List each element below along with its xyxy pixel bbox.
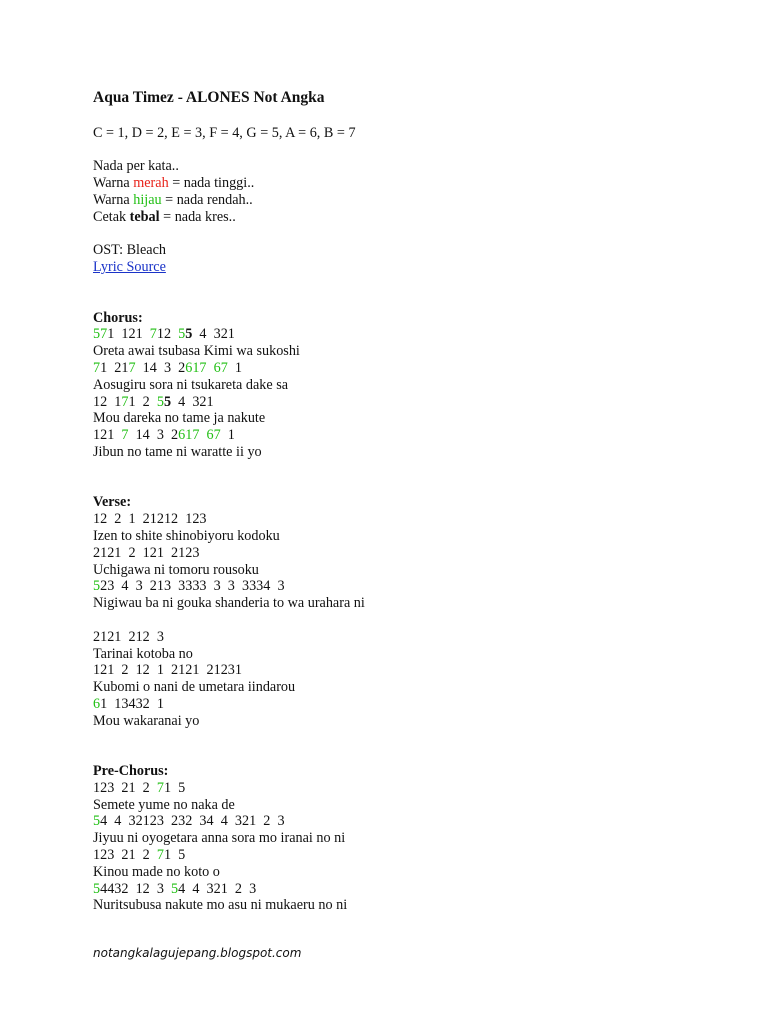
low-note: 67 <box>213 359 228 376</box>
legend-text: Cetak <box>93 208 130 225</box>
sharp-note: 5 <box>163 393 172 410</box>
legend-line-low <box>93 192 713 209</box>
text-segment: 1 2 <box>128 393 157 410</box>
low-note: 57 <box>93 326 108 343</box>
lyric-line <box>93 662 713 679</box>
notation-line <box>93 427 713 444</box>
text-segment: Nuritsubusa nakute mo asu ni mukaeru no ni <box>93 897 348 914</box>
text-segment: 4 321 <box>171 393 214 410</box>
legend-line-sharp <box>93 209 713 226</box>
text-segment: 4 321 <box>192 326 235 343</box>
text-segment: Mou wakaranai yo <box>93 712 200 729</box>
text-segment: Aosugiru sora ni tsukareta dake sa <box>93 376 289 393</box>
spacer <box>93 461 713 478</box>
text-segment: 123 21 2 <box>93 779 157 796</box>
lyric-line <box>93 646 713 663</box>
low-note: 67 <box>206 427 221 444</box>
notation-line <box>93 578 713 595</box>
legend-text: Warna <box>93 191 134 208</box>
text-segment: Semete yume no naka de <box>93 796 235 813</box>
low-note: 5 <box>178 326 186 343</box>
low-note: 7 <box>93 359 101 376</box>
text-segment: 12 1 <box>93 393 122 410</box>
low-note: 5 <box>171 880 179 897</box>
text-segment: Izen to shite shinobiyoru kodoku <box>93 527 280 544</box>
legend-text: = nada tinggi.. <box>168 175 255 192</box>
section-heading: Pre-Chorus: <box>93 763 169 780</box>
legend-word-green: hijau <box>133 191 162 208</box>
notation-line <box>93 511 713 528</box>
text-segment: 121 2 12 1 2121 21231 <box>93 662 242 679</box>
legend-text: = nada kres.. <box>159 208 236 225</box>
notation-line <box>93 326 713 343</box>
spacer <box>93 729 713 746</box>
legend-text: = nada rendah.. <box>161 191 253 208</box>
sharp-note: 5 <box>185 326 193 343</box>
low-note: 7 <box>156 779 164 796</box>
lyric-source-link[interactable]: Lyric Source <box>93 259 166 276</box>
notation-line <box>93 360 713 377</box>
text-segment: Jibun no tame ni waratte ii yo <box>93 443 262 460</box>
lyric-line <box>93 410 713 427</box>
low-note: 7 <box>156 847 164 864</box>
spacer <box>93 108 713 125</box>
low-note: 5 <box>93 578 101 595</box>
text-segment: 1 121 <box>107 326 150 343</box>
lyric-source-row <box>93 259 713 276</box>
lyric-line <box>93 444 713 461</box>
text-segment: Tarinai kotoba no <box>93 645 193 662</box>
low-note: 5 <box>156 393 164 410</box>
spacer <box>93 276 713 293</box>
lyric-line <box>93 562 713 579</box>
lyric-line <box>93 377 713 394</box>
text-segment: Oreta awai tsubasa Kimi wa sukoshi <box>93 343 300 360</box>
document-title: Aqua Timez - ALONES Not Angka <box>93 89 325 106</box>
lyric-line <box>93 679 713 696</box>
spacer <box>93 746 713 763</box>
text-segment: 14 3 2 <box>128 427 179 444</box>
key-map-line: C = 1, D = 2, E = 3, F = 4, G = 5, A = 6, B = 7 <box>93 124 356 141</box>
legend-line-high <box>93 175 713 192</box>
low-note: 7 <box>121 393 129 410</box>
low-note: 617 <box>185 359 207 376</box>
spacer <box>93 293 713 310</box>
lyric-line <box>93 830 713 847</box>
text-segment: 4432 12 3 <box>100 880 172 897</box>
text-segment: 23 4 3 213 3333 3 3 3334 3 <box>100 578 285 595</box>
footer-url: notangkalagujepang.blogspot.com <box>93 946 302 960</box>
spacer <box>93 142 713 159</box>
section-heading: Verse: <box>93 494 132 511</box>
text-segment: 1 21 <box>100 359 129 376</box>
legend-word-bold: tebal <box>129 208 160 225</box>
text-segment <box>207 360 214 376</box>
lyric-line <box>93 696 713 713</box>
low-note: 6 <box>93 695 101 712</box>
text-segment: Mou dareka no tame ja nakute <box>93 410 266 427</box>
text-segment: 123 21 2 <box>93 847 157 864</box>
song-sections <box>93 310 713 915</box>
spacer <box>93 226 713 243</box>
text-segment: 1 5 <box>163 779 186 796</box>
low-note: 7 <box>149 326 157 343</box>
low-note: 7 <box>121 427 129 444</box>
low-note: 5 <box>93 880 101 897</box>
text-segment: 121 <box>93 427 122 444</box>
notation-line <box>93 813 713 830</box>
low-note: 617 <box>178 427 200 444</box>
text-segment: Kinou made no koto o <box>93 863 220 880</box>
text-segment <box>199 427 206 443</box>
spacer <box>93 478 713 495</box>
text-segment: Jiyuu ni oyogetara anna sora mo iranai no ni <box>93 830 346 847</box>
text-segment: 1 5 <box>163 847 186 864</box>
lyric-line <box>93 713 713 730</box>
notation-line <box>93 881 713 898</box>
text-segment: Nigiwau ba ni gouka shanderia to wa urahara ni <box>93 595 365 612</box>
lyric-line <box>93 595 713 612</box>
text-segment: 1 13432 1 <box>100 695 164 712</box>
notation-line <box>93 847 713 864</box>
text-segment: 4 4 32123 232 34 4 321 2 3 <box>100 813 285 830</box>
legend-word-red: merah <box>133 175 169 192</box>
lyric-line <box>93 343 713 360</box>
text-segment: Uchigawa ni tomoru rousoku <box>93 561 259 578</box>
lyric-line <box>93 528 713 545</box>
text-segment: 14 3 2 <box>135 359 186 376</box>
text-segment: 12 2 1 21212 123 <box>93 511 207 528</box>
lyric-line <box>93 897 713 914</box>
lyric-line <box>93 864 713 881</box>
text-segment: 2121 212 3 <box>93 628 164 645</box>
ost-line: OST: Bleach <box>93 242 166 259</box>
low-note: 7 <box>128 359 136 376</box>
notation-line <box>93 394 713 411</box>
lyric-line <box>93 612 713 629</box>
legend-line-per-word: Nada per kata.. <box>93 158 179 175</box>
notation-line <box>93 780 713 797</box>
section-heading: Chorus: <box>93 309 143 326</box>
notation-line <box>93 545 713 562</box>
lyric-line <box>93 797 713 814</box>
text-segment: 4 4 321 2 3 <box>178 880 257 897</box>
text-segment: Kubomi o nani de umetara iindarou <box>93 679 296 696</box>
text-segment: 12 <box>156 326 179 343</box>
document-content <box>93 88 713 914</box>
legend-text: Warna <box>93 175 134 192</box>
text-segment: 2121 2 121 2123 <box>93 544 200 561</box>
text-segment: 1 <box>227 359 242 376</box>
text-segment: 1 <box>220 427 235 444</box>
low-note: 5 <box>93 813 101 830</box>
lyric-line <box>93 629 713 646</box>
